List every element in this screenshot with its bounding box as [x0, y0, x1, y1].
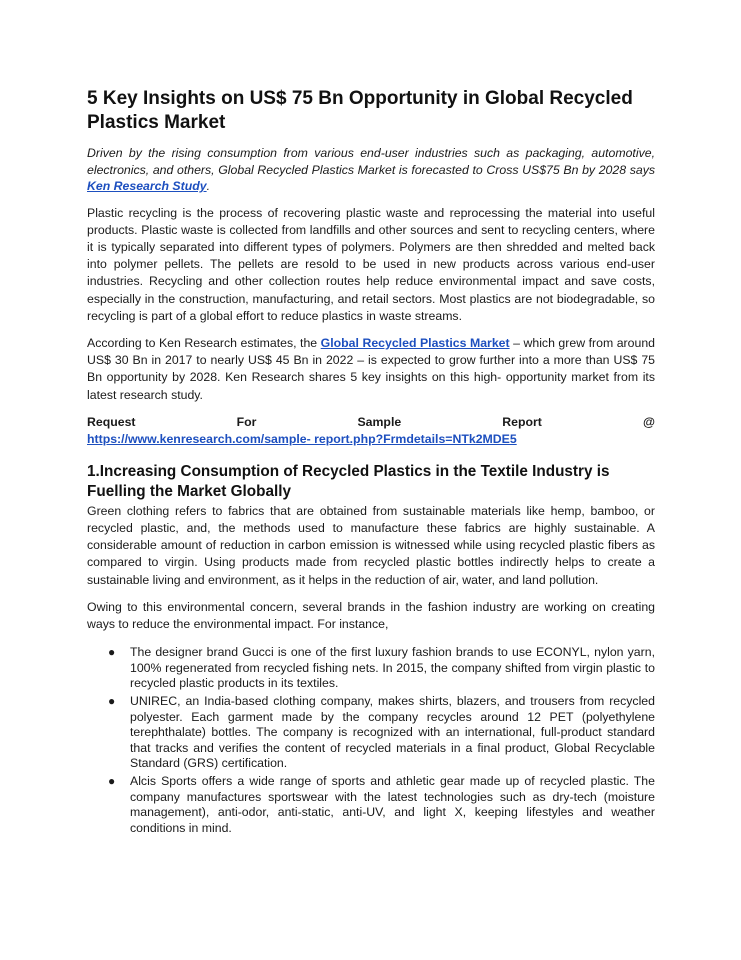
request-word: Request — [87, 414, 136, 429]
brand-examples-list — [87, 645, 655, 836]
request-word: Report — [502, 414, 542, 429]
section-1-paragraph-1: Green clothing refers to fabrics that are obtained from sustainable materials like hemp, bamboo, or recycled plastic, and, the methods used to manufacture these fabrics are highly sustainable. A considerable amount of reduction in carbon emission is witnessed while using recycled plastic fibers as compared to virgin. Using products made from recycled plastic bottles indirectly helps to create a sustainable living and environment, as it helps in the reduction of air, water, and land pollution. — [87, 503, 655, 587]
global-recycled-plastics-market-link[interactable]: Global Recycled Plastics Market — [320, 335, 510, 350]
intro-paragraph: Plastic recycling is the process of recovering plastic waste and reprocessing the material into useful products. Plastic waste is collected from landfills and other sources and sent to recycling centers, where it is typically separated into different types of polymers. Polymers are then shredded and melted back into polymer pellets. The pellets are resold to be used in new products across various end-user industries. Recycling and other collection routes help reduce environmental impact and save costs, especially in the construction, manufacturing, and retail sectors. Most plastics are not biodegradable, so recycling is part of a global effort to reduce plastics in waste streams. — [87, 205, 655, 323]
market-text-after: – which grew from around US$ 30 Bn in 2017 to nearly US$ 45 Bn in 2022 – is expected to grow further into a more than US$ 75 Bn opportunity by 2028. Ken Research shares 5 key insights on this high- opportunity market from its latest research study. — [87, 335, 655, 402]
lead-paragraph — [87, 145, 655, 195]
ken-research-study-link[interactable]: Ken Research Study — [87, 179, 207, 193]
request-sample-line — [87, 414, 655, 431]
section-1-heading: 1.Increasing Consumption of Recycled Plastics in the Textile Industry is Fuelling the Market Globally — [87, 462, 610, 501]
list-item — [108, 645, 655, 692]
request-word: Sample — [357, 414, 402, 429]
sample-report-link[interactable]: https://www.kenresearch.com/sample- report.php?Frmdetails=NTk2MDE5 — [87, 431, 517, 446]
lead-end: . — [206, 179, 211, 193]
request-url-line — [87, 431, 655, 448]
request-word: @ — [642, 414, 655, 429]
list-item-text: UNIREC, an India-based clothing company, makes shirts, blazers, and trousers from recycled polyester. Each garment made by the company recycles around 12 PET (polyethylene terephthalate) bottles. The company is recognized with an international, full-product standard that tracks and verifies the content of recycled materials in a final product, Global Recyclable Standard (GRS) certification. — [130, 693, 655, 771]
market-text-before: According to Ken Research estimates, the — [87, 335, 321, 350]
bullet-icon: ● — [108, 773, 116, 788]
list-item — [108, 773, 655, 836]
list-item — [108, 693, 655, 772]
section-1-paragraph-2: Owing to this environmental concern, several brands in the fashion industry are working on creating ways to reduce the environmental impact. For instance, — [87, 599, 655, 631]
page-title: 5 Key Insights on US$ 75 Bn Opportunity in Global Recycled Plastics Market — [87, 88, 633, 133]
list-item-text: The designer brand Gucci is one of the first luxury fashion brands to use ECONYL, nylon yarn, 100% regenerated from recycled fishing nets. In 2015, the company shifted from virgin plastic to recycled plastic products in its textiles. — [130, 645, 655, 691]
request-word: For — [236, 414, 257, 429]
bullet-icon: ● — [108, 645, 116, 660]
lead-text: Driven by the rising consumption from various end-user industries such as packaging, automotive, electronics, and others, Global Recycled Plastics Market is forecasted to Cross US$75 Bn by 2028 says — [87, 146, 655, 177]
market-paragraph — [87, 335, 655, 404]
bullet-icon: ● — [108, 693, 116, 708]
list-item-text: Alcis Sports offers a wide range of sports and athletic gear made up of recycled plastic. The company manufactures sportswear with the latest technologies such as dry-tech (moisture management), anti-odor, anti-static, anti-UV, and light X, keeping lifestyles and weather conditions in mind. — [130, 773, 655, 835]
